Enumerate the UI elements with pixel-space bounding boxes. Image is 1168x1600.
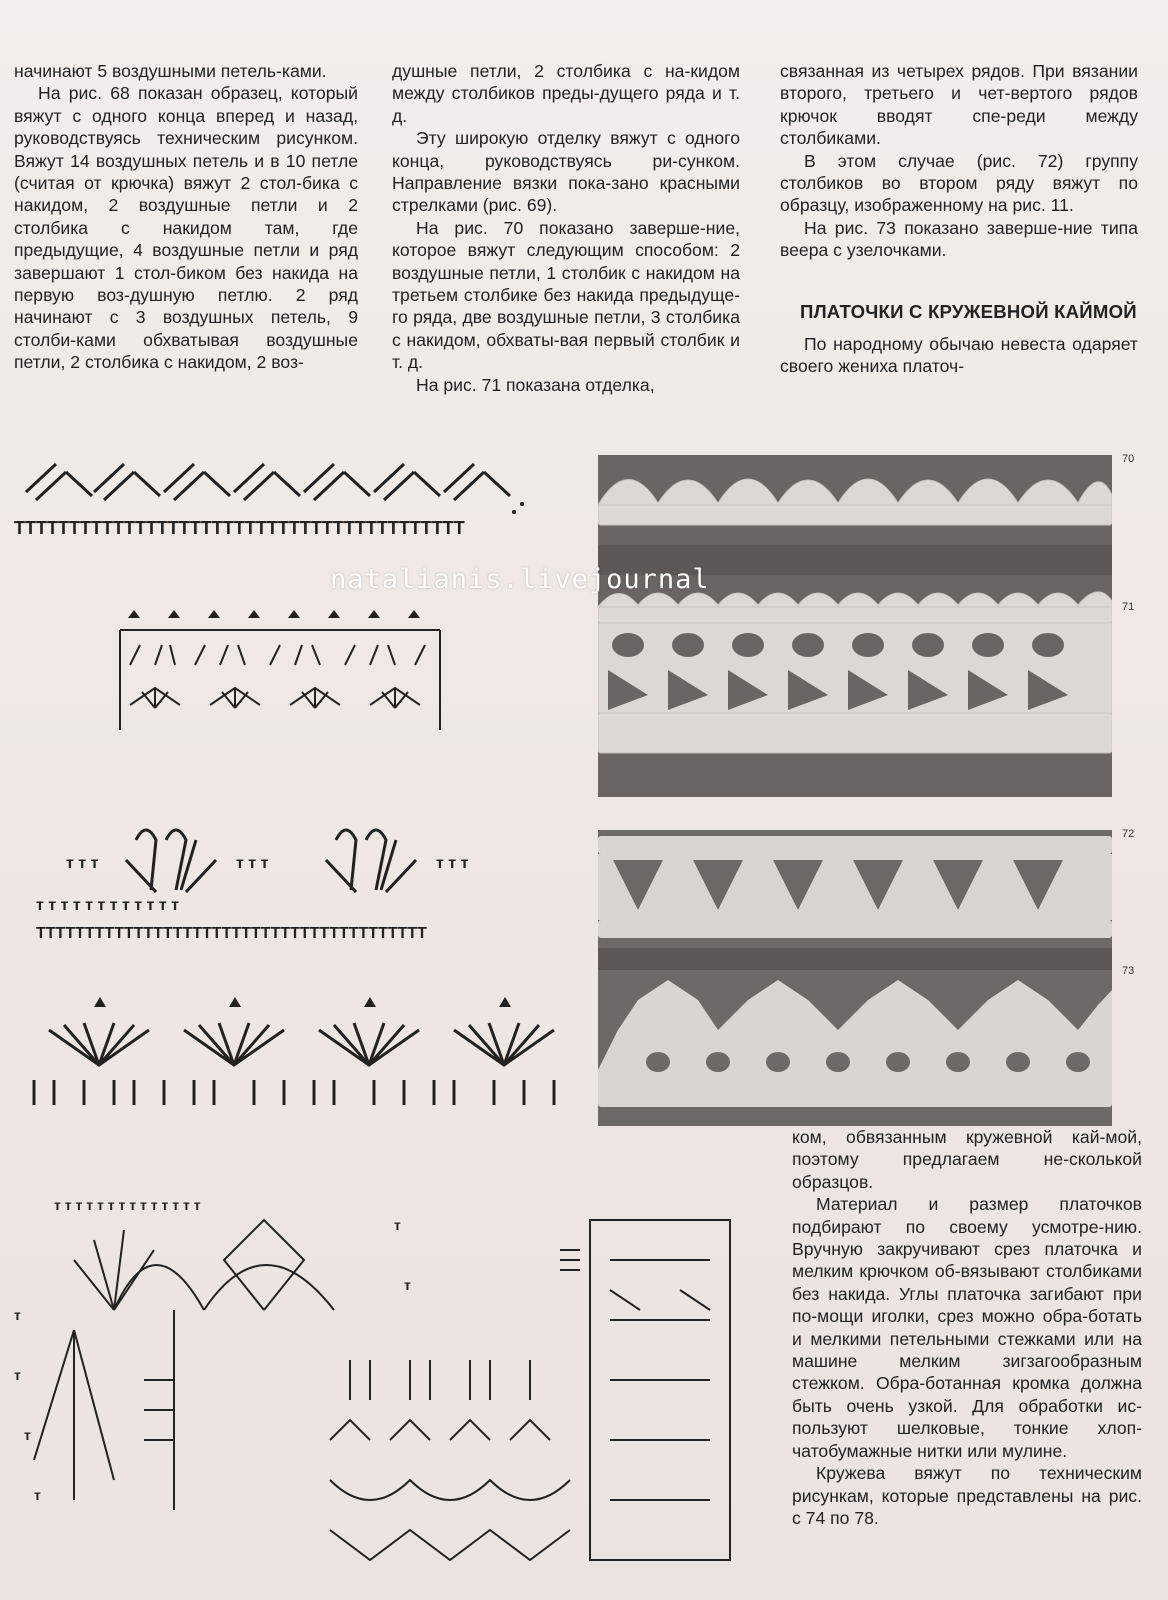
- svg-text:т т т т т т: т т т т т т т т т т т т: [36, 897, 179, 914]
- svg-text:т: т: [14, 1307, 21, 1323]
- paragraph: Материал и размер платочков подбирают по своему усмотре-нию. Вручную закручивают срез платочка и мелким крючком об-вязывают столбиками без накида. Углы платочка загибают при по-мощи иголки, срез можно обра-ботать и мелкими петельными стежками или на машине мелким зигзагообразным стежком. Обра-ботанная кромка должна быть очень узкой. Для обработки ис-пользуют шелковые, тонкие хлоп-чатобумажные нитки или мулине.: [792, 1194, 1142, 1461]
- paragraph: душные петли, 2 столбика с на-кидом между столбиков преды-дущего ряда и т. д.: [392, 61, 740, 126]
- section-heading: ПЛАТОЧКИ С КРУЖЕВНОЙ КАЙМОЙ: [800, 300, 1137, 322]
- figure-number-73: 73: [1122, 965, 1135, 977]
- figure-number-70: 70: [1122, 453, 1135, 465]
- svg-text:т: т: [14, 1367, 21, 1383]
- paragraph: Кружева вяжут по техническим рисункам, которые представлены на рис. с 74 по 78.: [792, 1463, 1142, 1528]
- figure-number-71: 71: [1122, 601, 1135, 613]
- svg-text:т: т: [24, 1427, 31, 1443]
- paragraph: По народному обычаю невеста одаряет своего жениха платоч-: [780, 333, 1138, 377]
- text-column-2: [392, 60, 740, 396]
- photo-lace-72-73: [598, 830, 1112, 1126]
- svg-text:т т т т т т т т т т т т т т: т т т т т т т т т т т т т т: [54, 1197, 201, 1213]
- photo-lace-70-71: [598, 455, 1112, 797]
- svg-text:т т т: т т т: [436, 855, 469, 872]
- svg-text:т т т: т т т: [236, 855, 269, 872]
- svg-text:т: т: [404, 1277, 411, 1293]
- crochet-chart-75: [310, 1200, 770, 1580]
- paragraph: На рис. 71 показана отделка,: [416, 374, 655, 395]
- svg-text:ТТТТТТТТТТТТТТТТТТТТТТТТТТТТТТ: ТТТТТТТТТТТТТТТТТТТТТТТТТТТТТТТТТТТТТТТТ: [36, 925, 427, 940]
- figure-number-72: 72: [1122, 828, 1135, 840]
- paragraph: начинают 5 воздушными петель-ками.: [14, 61, 327, 81]
- svg-text:т: т: [394, 1217, 401, 1233]
- paragraph: На рис. 70 показано заверше-ние, которое вяжут следующим способом: 2 воздушные петли, 1 столбик с накидом на третьем столбике без накида предыдуще-го ряда, две воздушные петли, 3 столбика с накидом, обхваты-вая первый столбик и т. д.: [392, 217, 740, 373]
- crochet-diagram-71: [14, 995, 574, 1105]
- crochet-diagram-68: [14, 452, 534, 552]
- lace-photo-image: [598, 455, 1112, 797]
- text-column-4: [792, 1126, 1142, 1529]
- crochet-diagram-70: [36, 800, 536, 940]
- paragraph: ком, обвязанным кружевной кай-мой, поэтому предлагаем не-сколькой образцов.: [792, 1127, 1142, 1192]
- text-column-3: [780, 60, 1138, 377]
- svg-text:т: т: [34, 1487, 41, 1503]
- watermark: natalianis.livejournal: [330, 564, 710, 595]
- crochet-chart-70: [36, 800, 536, 940]
- crochet-chart-68: [14, 452, 534, 552]
- paragraph: В этом случае (рис. 72) группу столбиков во втором ряду вяжут по образцу, изображенному на рис. 11.: [780, 150, 1138, 216]
- paragraph: На рис. 68 показан образец, который вяжут с одного конца вперед и назад, руководствуясь техническим рисунком. Вяжут 14 воздушных петель и в 10 петле (считая от крючка) вяжут 2 стол-бика с накидом, 2 воздушные петли и 2 столбика с накидом там, где предыдущие, 4 воздушные петли и ряд завершают 1 стол-биком без накида на первую воз-душную петлю. 2 ряд начинают с 3 воздушных петель, 9 столби-ками обхватывая воздушные петли, 2 столбика с накидом, 2 воз-: [14, 83, 358, 373]
- paragraph: На рис. 73 показано заверше-ние типа веера с узелочками.: [780, 217, 1138, 261]
- svg-text:т т т: т т т: [66, 855, 99, 872]
- paragraph: связанная из четырех рядов. При вязании второго, третьего и чет-вертого рядов крючок вводят спе-реди между столбиками.: [780, 61, 1138, 149]
- svg-text:ТТТТТТТТТТТТТТТТТТТТТТТТТТТТТТ: ТТТТТТТТТТТТТТТТТТТТТТТТТТТТТТТТТТТТТТТТТ: [14, 518, 465, 538]
- crochet-chart-71: [14, 995, 574, 1105]
- crochet-diagram-75: [310, 1200, 770, 1580]
- paragraph: Эту широкую отделку вяжут с одного конца, руководствуясь ри-сунком. Направление вязки пока-зано красными стрелками (рис. 69).: [392, 128, 740, 216]
- lace-photo-image: [598, 830, 1112, 1126]
- text-column-1: [14, 60, 358, 374]
- crochet-chart-69: [110, 600, 450, 740]
- crochet-diagram-69: [110, 600, 450, 740]
